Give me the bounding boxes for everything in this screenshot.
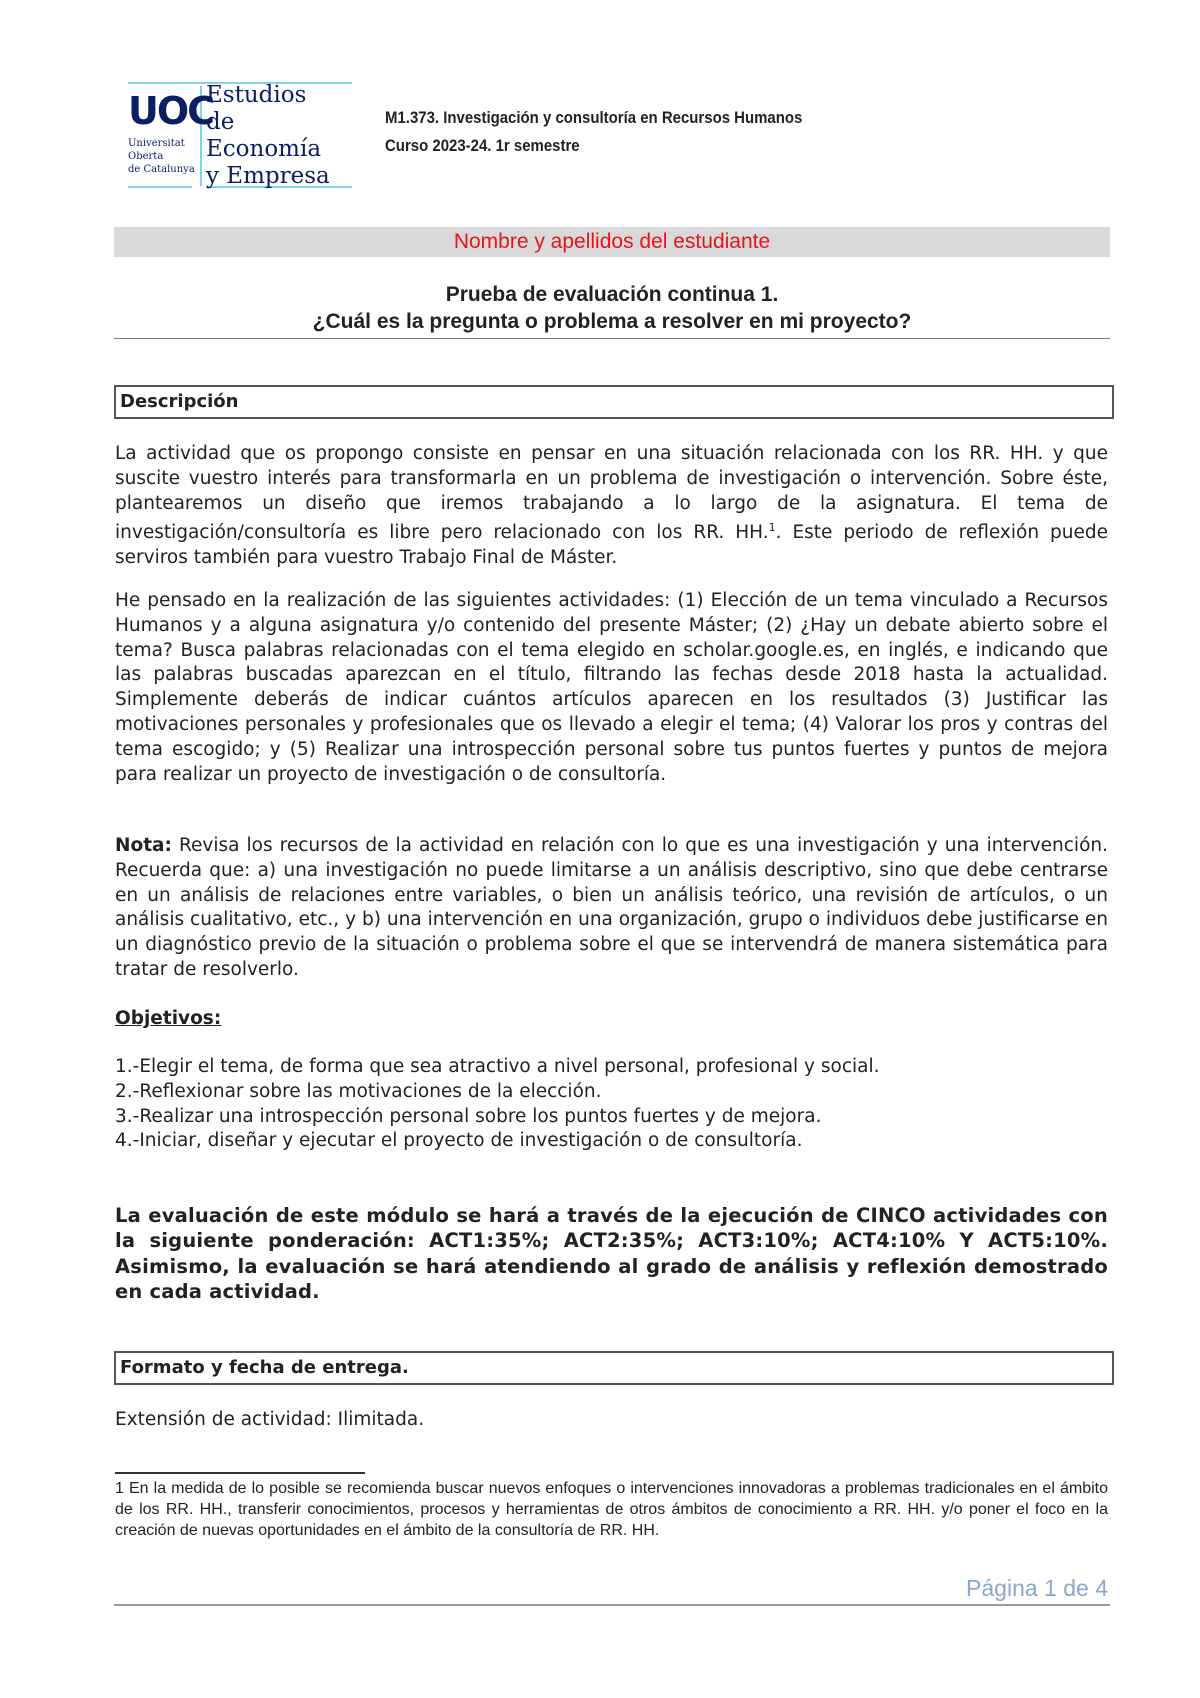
uoc-logo bbox=[128, 82, 352, 190]
description-paragraph-2: He pensado en la realización de las siguientes actividades: (1) Elección de un tema vinculado a Recursos Humanos y a alguna asignatura y/o contenido del presente Máster; (2) ¿Hay un debate abierto sobre el tema? Busca palabras relacionadas con el tema elegido en scholar.google.es, en inglés, e indicando que las palabras buscadas aparezcan en el título, filtrando las fechas desde 2018 hasta la actualidad. Simplemente deberás de indicar cuántos artículos aparecen en los resultados (3) Justificar las motivaciones personales y profesionales que os llevado a elegir el tema; (4) Valorar los pros y contras del tema escogido; y (5) Realizar una introspección personal sobre tus puntos fuertes y puntos de mejora para realizar un proyecto de investigación o de consultoría. bbox=[115, 590, 1108, 785]
paragraph-1-text: La actividad que os propongo consiste en pensar en una situación relacionada con los RR. HH. y que suscite vuestro interés para transformarla en un problema de investigación o intervención. Sobre éste, plantearemos un diseño que iremos trabajando a lo largo de la asignatura. El tema de investigación/consultoría es libre pero relacionado con los RR. HH. bbox=[115, 443, 1108, 544]
description-heading: Descripción bbox=[114, 385, 1114, 419]
course-header bbox=[385, 104, 802, 160]
logo-school-line: de Economía bbox=[206, 109, 322, 162]
student-name-field[interactable]: Nombre y apellidos del estudiante bbox=[114, 227, 1110, 257]
list-item: 1.-Elegir el tema, de forma que sea atractivo a nivel personal, profesional y social. bbox=[115, 1056, 880, 1077]
title-line-1: Prueba de evaluación continua 1. bbox=[445, 283, 779, 306]
course-term: Curso 2023-24. 1r semestre bbox=[385, 136, 580, 155]
footnote: 1 En la medida de lo posible se recomienda buscar nuevos enfoques o intervenciones innovadoras a problemas tradicionales en el ámbito de los RR. HH., transferir conocimientos, procesos y herramientas de otros ámbitos de conocimiento a RR. HH. y/o poner el foco en la creación de nuevas oportunidades en el ámbito de la consultoría de RR. HH. bbox=[115, 1480, 1108, 1539]
footnote-reference[interactable]: 1 bbox=[768, 521, 776, 535]
extension-text: Extensión de actividad: Ilimitada. bbox=[115, 1409, 425, 1430]
title-divider bbox=[114, 338, 1110, 339]
page-title bbox=[114, 281, 1110, 335]
logo-institution-line: Universitat bbox=[128, 138, 185, 149]
uoc-mark: UOC bbox=[128, 89, 214, 133]
logo-institution-line: de Catalunya bbox=[128, 164, 195, 175]
objectives-list bbox=[115, 1055, 880, 1154]
note-text: Revisa los recursos de la actividad en relación con lo que es una investigación y una intervención. Recuerda que: a) una investigación no puede limitarse a un análisis descriptivo, sino que debe centrarse en un análisis de relaciones entre variables, o bien un análisis teórico, una revisión de artículos, o un análisis cualitativo, etc., y b) una intervención en una organización, grupo o individuos debe justificarse en un diagnóstico previo de la situación o problema sobre el que se intervendrá de manera sistemática para tratar de resolverlo. bbox=[115, 835, 1108, 980]
note-label: Nota: bbox=[115, 835, 172, 856]
logo-institution bbox=[128, 137, 195, 176]
footnote-divider bbox=[115, 1472, 365, 1474]
list-item: 3.-Realizar una introspección personal sobre los puntos fuertes y de mejora. bbox=[115, 1105, 822, 1127]
page-number: Página 1 de 4 bbox=[966, 1575, 1108, 1601]
footer-divider bbox=[114, 1604, 1110, 1606]
title-line-2: ¿Cuál es la pregunta o problema a resolver en mi proyecto? bbox=[312, 310, 912, 333]
logo-school-name bbox=[206, 82, 352, 190]
note-paragraph bbox=[115, 834, 1108, 983]
logo-school-line: y Empresa bbox=[206, 163, 330, 189]
list-item: 2.-Reflexionar sobre las motivaciones de la elección. bbox=[115, 1080, 602, 1102]
course-title: M1.373. Investigación y consultoría en Recursos Humanos bbox=[385, 108, 803, 127]
description-paragraph-1 bbox=[115, 442, 1108, 571]
delivery-heading: Formato y fecha de entrega. bbox=[114, 1351, 1114, 1385]
paragraph-1-tail: . Este periodo de reflexión puede serviros también para vuestro Trabajo Final de Máster. bbox=[115, 522, 1108, 569]
list-item: 4.-Iniciar, diseñar y ejecutar el proyecto de investigación o de consultoría. bbox=[115, 1130, 803, 1152]
objectives-heading: Objetivos: bbox=[115, 1008, 222, 1029]
logo-school-line: Estudios bbox=[206, 82, 307, 108]
evaluation-paragraph: La evaluación de este módulo se hará a través de la ejecución de CINCO actividades con la siguiente ponderación: ACT1:35%; ACT2:35%; ACT3:10%; ACT4:10% Y ACT5:10%. Asimismo, la evaluación se hará atendiendo al grado de análisis y reflexión demostrado en cada actividad. bbox=[115, 1204, 1108, 1303]
logo-institution-line: Oberta bbox=[128, 151, 164, 162]
